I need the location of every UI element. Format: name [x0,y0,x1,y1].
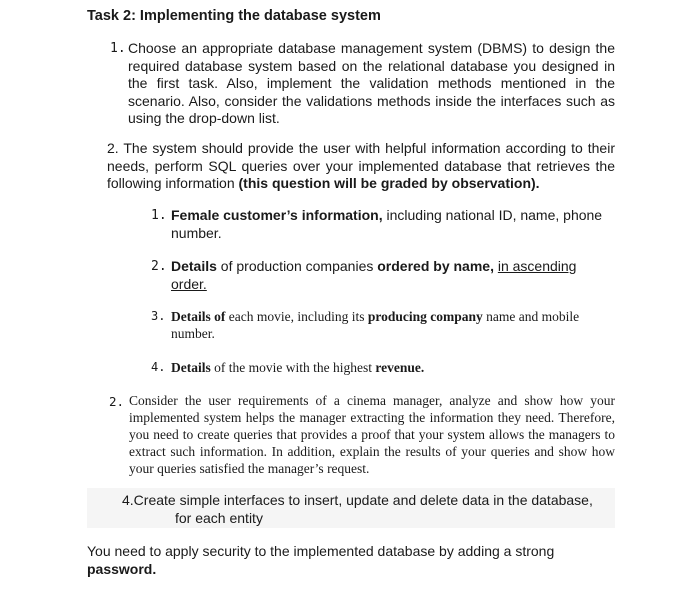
sub2-underlined: in ascending order. [171,258,577,292]
sub4-marker: 4. [151,360,166,374]
sub2-bold2: ordered by name, [377,258,494,274]
sub1-marker: 1. [151,208,167,223]
item1-marker: 1. [110,41,126,56]
sub2-mid: of production companies [216,258,378,274]
sub1-paragraph [171,207,616,242]
sub2-bold1: Details [171,258,217,274]
item4-line1: 4.Create simple interfaces to insert, update and delete data in the database, [122,492,593,508]
item3-text: Consider the user requirements of a cinema manager, analyze and show how your implemented system helps the manager extracting the information they need. Therefore, you need to create queries that provides a proof that your system allows the managers to extract such information. In addition, explain the results of your queries and show how your queries satisfied the manager’s request. [129,393,615,476]
item2-text: 2. The system should provide the user with helpful information according to their needs, perform SQL queries over your implemented database that retrieves the following information [107,140,615,191]
sub2-marker: 2. [151,259,167,274]
sub2-paragraph [171,258,591,293]
footer-paragraph [87,543,587,578]
item4-line2: for each entity [175,510,263,526]
footer-bold: password. [87,560,157,577]
item2-bold-note: (this question will be graded by observation). [238,175,540,191]
sub1-bold: Female customer’s information, [171,207,383,223]
item3-marker: 2. [109,394,125,409]
sub4-mid: of the movie with the highest [210,360,376,375]
item2-paragraph [107,140,615,193]
item1-text: Choose an appropriate database management system (DBMS) to design the required database system based on the relational database you designed in the first task. Also, implement the validation methods mentioned in the scenario. Also, consider the validations methods inside the interfaces such as using the drop-down list. [128,40,615,126]
sub1-rest: including national ID, name, phone number. [171,207,603,241]
sub4-paragraph [171,359,611,376]
sub4-bold2: revenue. [375,360,425,375]
sub3-bold1: Details of [171,309,226,324]
footer-plain: You need to apply security to the implemented database by adding a strong [87,543,555,559]
task-title: Task 2: Implementing the database system [87,8,381,24]
sub4-bold1: Details [171,360,211,375]
sub3-paragraph [171,308,611,342]
sub3-bold2: producing company [367,309,483,324]
sub3-mid: each movie, including its [225,309,368,324]
sub3-marker: 3. [151,309,166,323]
sub3-rest: name and mobile number. [171,309,580,341]
